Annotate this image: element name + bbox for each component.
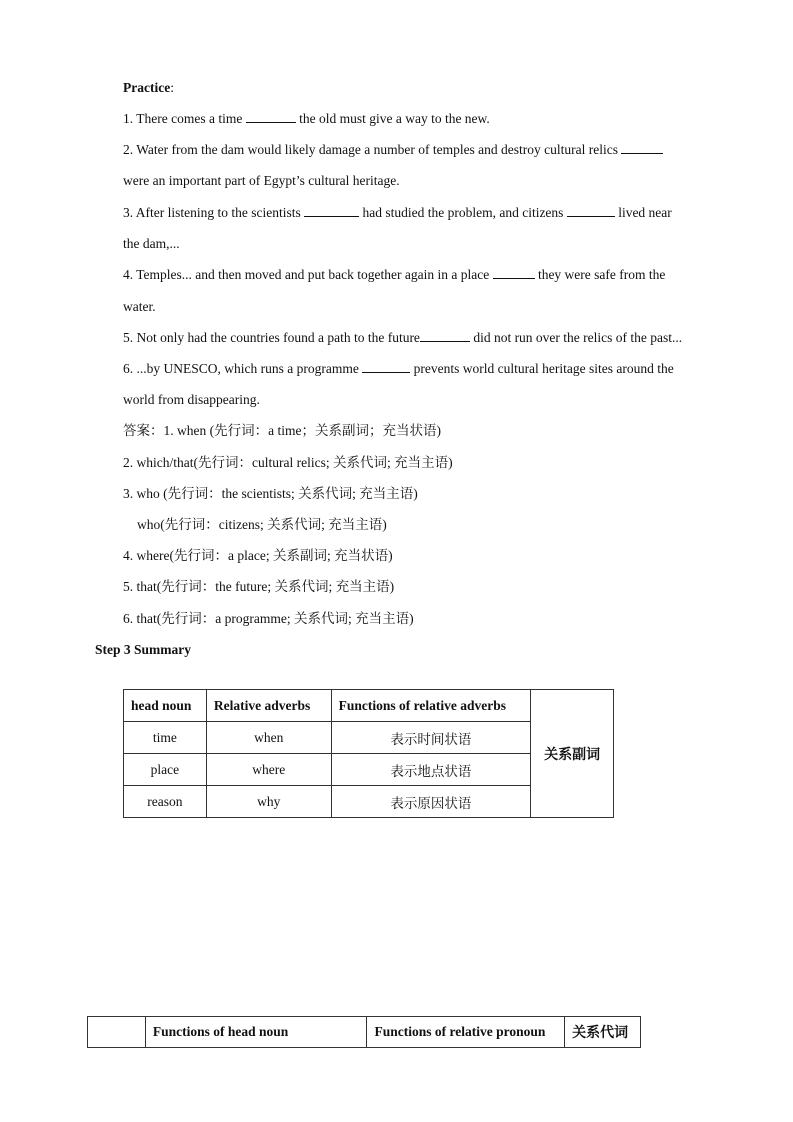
question-4-continued: water. [123, 299, 156, 314]
question-2 [123, 141, 663, 159]
cell-head-noun: reason [124, 786, 207, 818]
practice-title-text: Practice [123, 80, 171, 95]
question-1-part-b: the old must give a way to the new. [295, 111, 490, 126]
side-label-relative-pronoun: 关系代词 [565, 1017, 641, 1048]
answer-blank [493, 266, 535, 279]
question-5 [123, 329, 682, 347]
question-3-part-b: had studied the problem, and citizens [359, 205, 567, 220]
cell-head-noun: place [124, 754, 207, 786]
answer-blank [304, 204, 359, 217]
side-label-relative-adverb: 关系副词 [531, 690, 614, 818]
answer-blank [420, 329, 470, 342]
answer-blank [362, 360, 410, 373]
question-6-part-a: 6. ...by UNESCO, which runs a programme [123, 361, 363, 376]
practice-title [123, 79, 174, 97]
question-3-continued: the dam,... [123, 236, 180, 251]
cell-head-noun: time [124, 722, 207, 754]
question-2-part-a: 2. Water from the dam would likely damage a number of temples and destroy cultural relics [123, 142, 622, 157]
header-functions-head-noun: Functions of head noun [145, 1017, 367, 1048]
pronoun-table [87, 1016, 641, 1048]
answer-2: 2. which/that(先行词：cultural relics; 关系代词; 充当主语) [123, 455, 453, 470]
answer-5: 5. that(先行词：the future; 关系代词; 充当主语) [123, 579, 395, 594]
question-2-continued: were an important part of Egypt’s cultural heritage. [123, 173, 400, 188]
answer-6: 6. that(先行词：a programme; 关系代词; 充当主语) [123, 611, 414, 626]
question-3-part-a: 3. After listening to the scientists [123, 205, 305, 220]
question-1 [123, 110, 490, 128]
cell-relative-adverb: when [206, 722, 331, 754]
table-header-row [88, 1017, 641, 1048]
question-3-part-c: lived near [614, 205, 672, 220]
question-6 [123, 360, 674, 378]
cell-relative-adverb: where [206, 754, 331, 786]
cell-relative-adverb: why [206, 786, 331, 818]
question-1-part-a: 1. There comes a time [123, 111, 246, 126]
header-head-noun: head noun [124, 690, 207, 722]
question-6-part-b: prevents world cultural heritage sites around the [410, 361, 674, 376]
question-3 [123, 204, 672, 222]
question-4-part-b: they were safe from the [534, 267, 666, 282]
summary-table [123, 689, 614, 818]
header-functions-relative-pronoun: Functions of relative pronoun [367, 1017, 565, 1048]
question-5-part-a: 5. Not only had the countries found a path to the future [123, 330, 420, 345]
answer-blank [246, 110, 296, 123]
cell-function: 表示地点状语 [331, 754, 531, 786]
header-functions: Functions of relative adverbs [331, 690, 531, 722]
header-empty [88, 1017, 146, 1048]
question-4 [123, 266, 665, 284]
answer-3b: who(先行词：citizens; 关系代词; 充当主语) [137, 517, 387, 532]
question-6-continued: world from disappearing. [123, 392, 260, 407]
answer-4: 4. where(先行词：a place; 关系副词; 充当状语) [123, 548, 393, 563]
answer-blank [567, 204, 615, 217]
cell-function: 表示时间状语 [331, 722, 531, 754]
header-relative-adverbs: Relative adverbs [206, 690, 331, 722]
answer-1: 答案：1. when (先行词：a time；关系副词；充当状语) [123, 423, 441, 438]
answer-blank [621, 141, 663, 154]
table-header-row [124, 690, 614, 722]
question-5-part-b: did not run over the relics of the past... [469, 330, 683, 345]
answer-3: 3. who (先行词：the scientists; 关系代词; 充当主语) [123, 486, 418, 501]
step3-title: Step 3 Summary [95, 642, 192, 657]
practice-title-colon: : [170, 80, 174, 95]
cell-function: 表示原因状语 [331, 786, 531, 818]
question-4-part-a: 4. Temples... and then moved and put back together again in a place [123, 267, 493, 282]
